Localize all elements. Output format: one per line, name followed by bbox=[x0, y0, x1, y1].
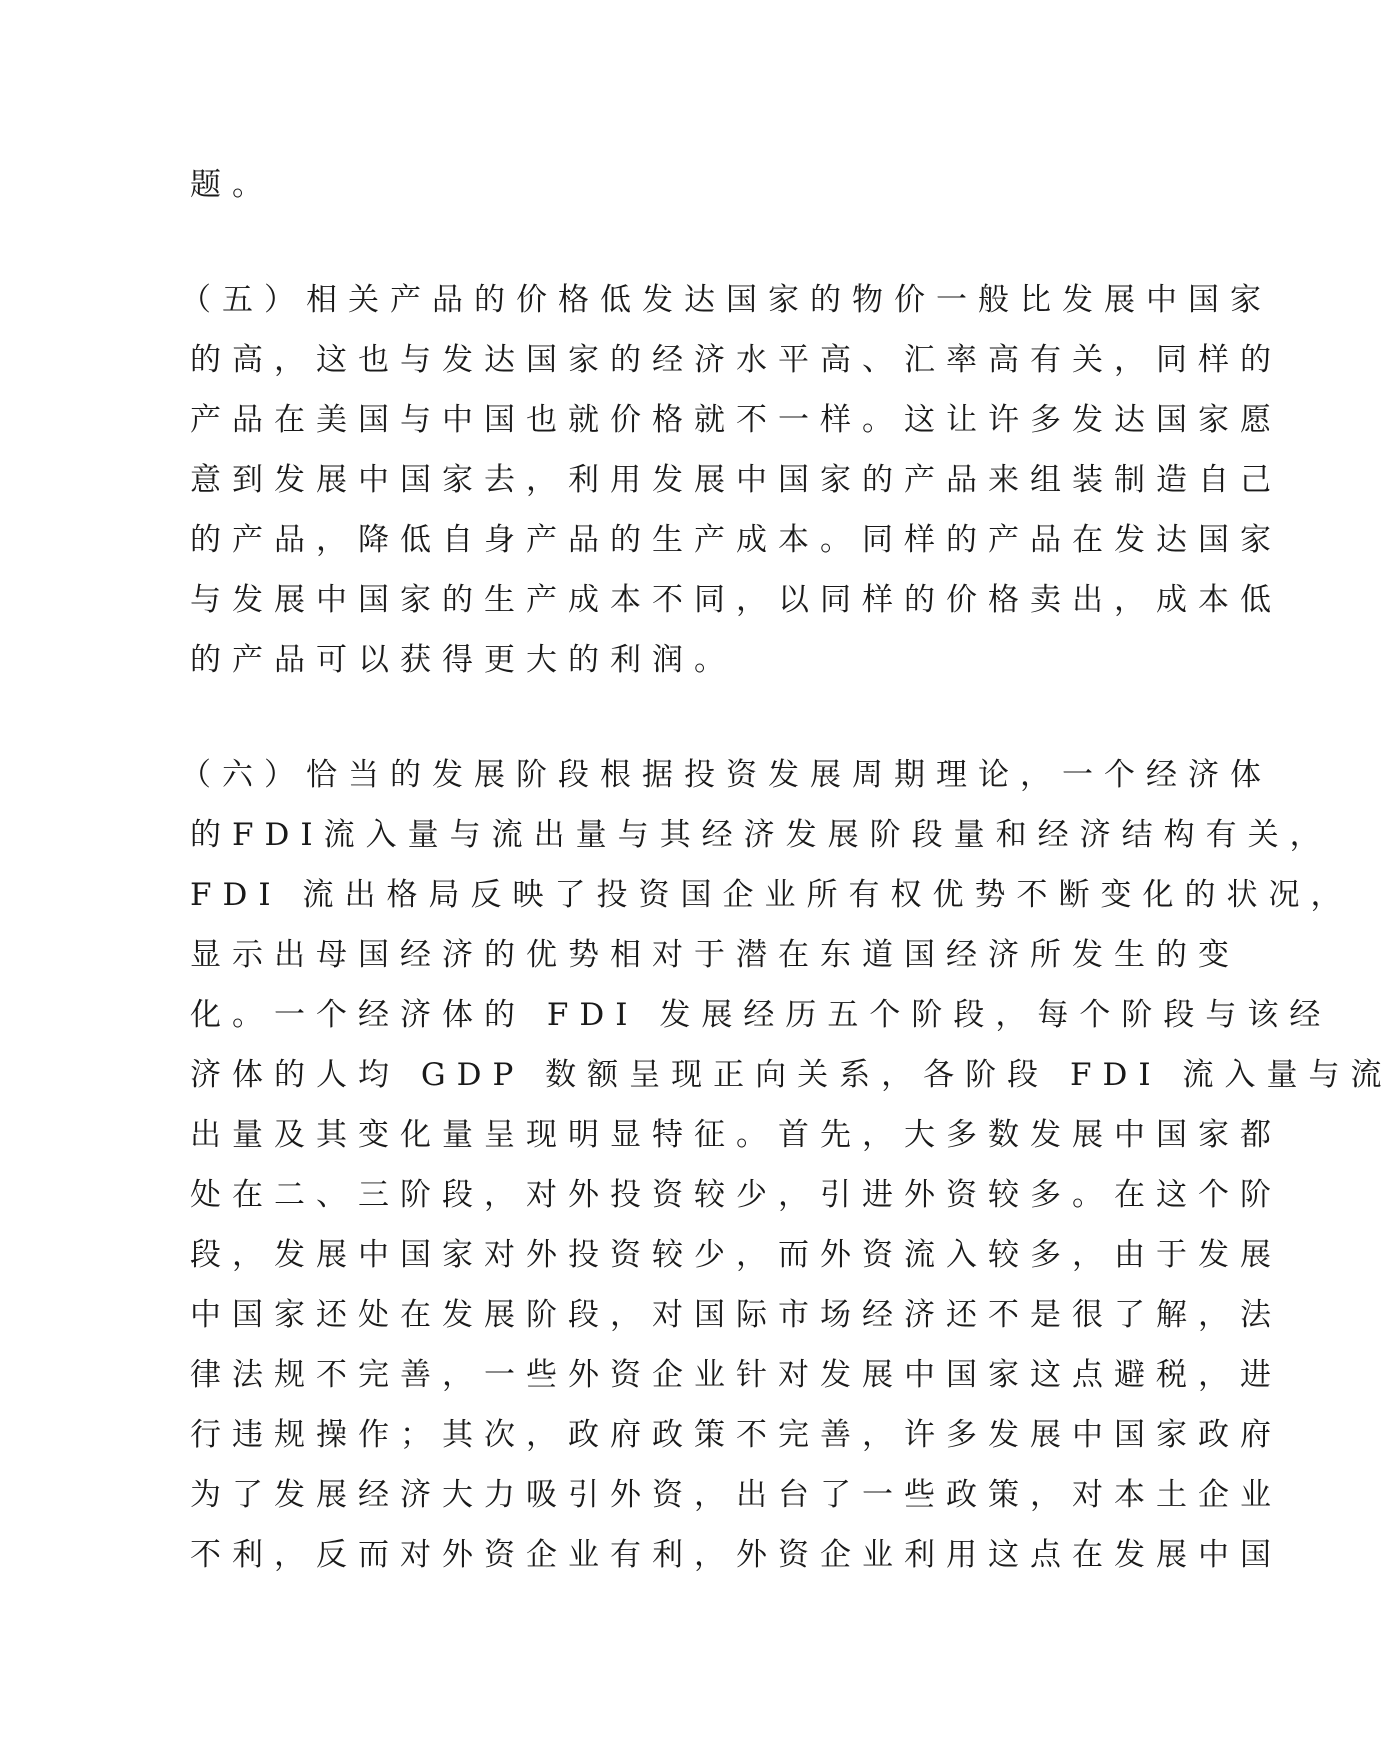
text-line: 题。 bbox=[190, 167, 274, 203]
text-line: 的FDI流入量与流出量与其经济发展阶段量和经济结构有关， bbox=[190, 817, 1332, 853]
text-line: （六）恰当的发展阶段根据投资发展周期理论，一个经济体 bbox=[180, 757, 1272, 793]
text-line: FDI 流出格局反映了投资国企业所有权优势不断变化的状况， bbox=[190, 877, 1353, 913]
text-line: 化。一个经济体的 FDI 发展经历五个阶段，每个阶段与该经 bbox=[190, 997, 1332, 1033]
text-line: 与发展中国家的生产成本不同，以同样的价格卖出，成本低 bbox=[190, 582, 1282, 618]
text-line: 济体的人均 GDP 数额呈现正向关系，各阶段 FDI 流入量与流 bbox=[190, 1057, 1393, 1093]
text-line: 处在二、三阶段，对外投资较少，引进外资较多。在这个阶 bbox=[190, 1177, 1282, 1213]
paragraph-section-5 bbox=[180, 270, 1282, 690]
paragraph-section-6 bbox=[180, 745, 1393, 1585]
text-line: 意到发展中国家去，利用发展中国家的产品来组装制造自己 bbox=[190, 462, 1282, 498]
text-line: 行违规操作；其次，政府政策不完善，许多发展中国家政府 bbox=[190, 1417, 1282, 1453]
text-line: 中国家还处在发展阶段，对国际市场经济还不是很了解，法 bbox=[190, 1297, 1282, 1333]
text-line: 的产品可以获得更大的利润。 bbox=[190, 642, 736, 678]
text-line: 出量及其变化量呈现明显特征。首先，大多数发展中国家都 bbox=[190, 1117, 1282, 1153]
text-line: 不利，反而对外资企业有利，外资企业利用这点在发展中国 bbox=[190, 1537, 1282, 1573]
text-line: 的高，这也与发达国家的经济水平高、汇率高有关，同样的 bbox=[190, 342, 1282, 378]
text-line: 显示出母国经济的优势相对于潜在东道国经济所发生的变 bbox=[190, 937, 1240, 973]
text-line: 的产品，降低自身产品的生产成本。同样的产品在发达国家 bbox=[190, 522, 1282, 558]
text-line: 为了发展经济大力吸引外资，出台了一些政策，对本土企业 bbox=[190, 1477, 1282, 1513]
text-line: 律法规不完善，一些外资企业针对发展中国家这点避税，进 bbox=[190, 1357, 1282, 1393]
text-line: 段，发展中国家对外投资较少，而外资流入较多，由于发展 bbox=[190, 1237, 1282, 1273]
text-line: 产品在美国与中国也就价格就不一样。这让许多发达国家愿 bbox=[190, 402, 1282, 438]
text-line: （五）相关产品的价格低发达国家的物价一般比发展中国家 bbox=[180, 282, 1272, 318]
paragraph-continuation bbox=[190, 155, 1060, 215]
